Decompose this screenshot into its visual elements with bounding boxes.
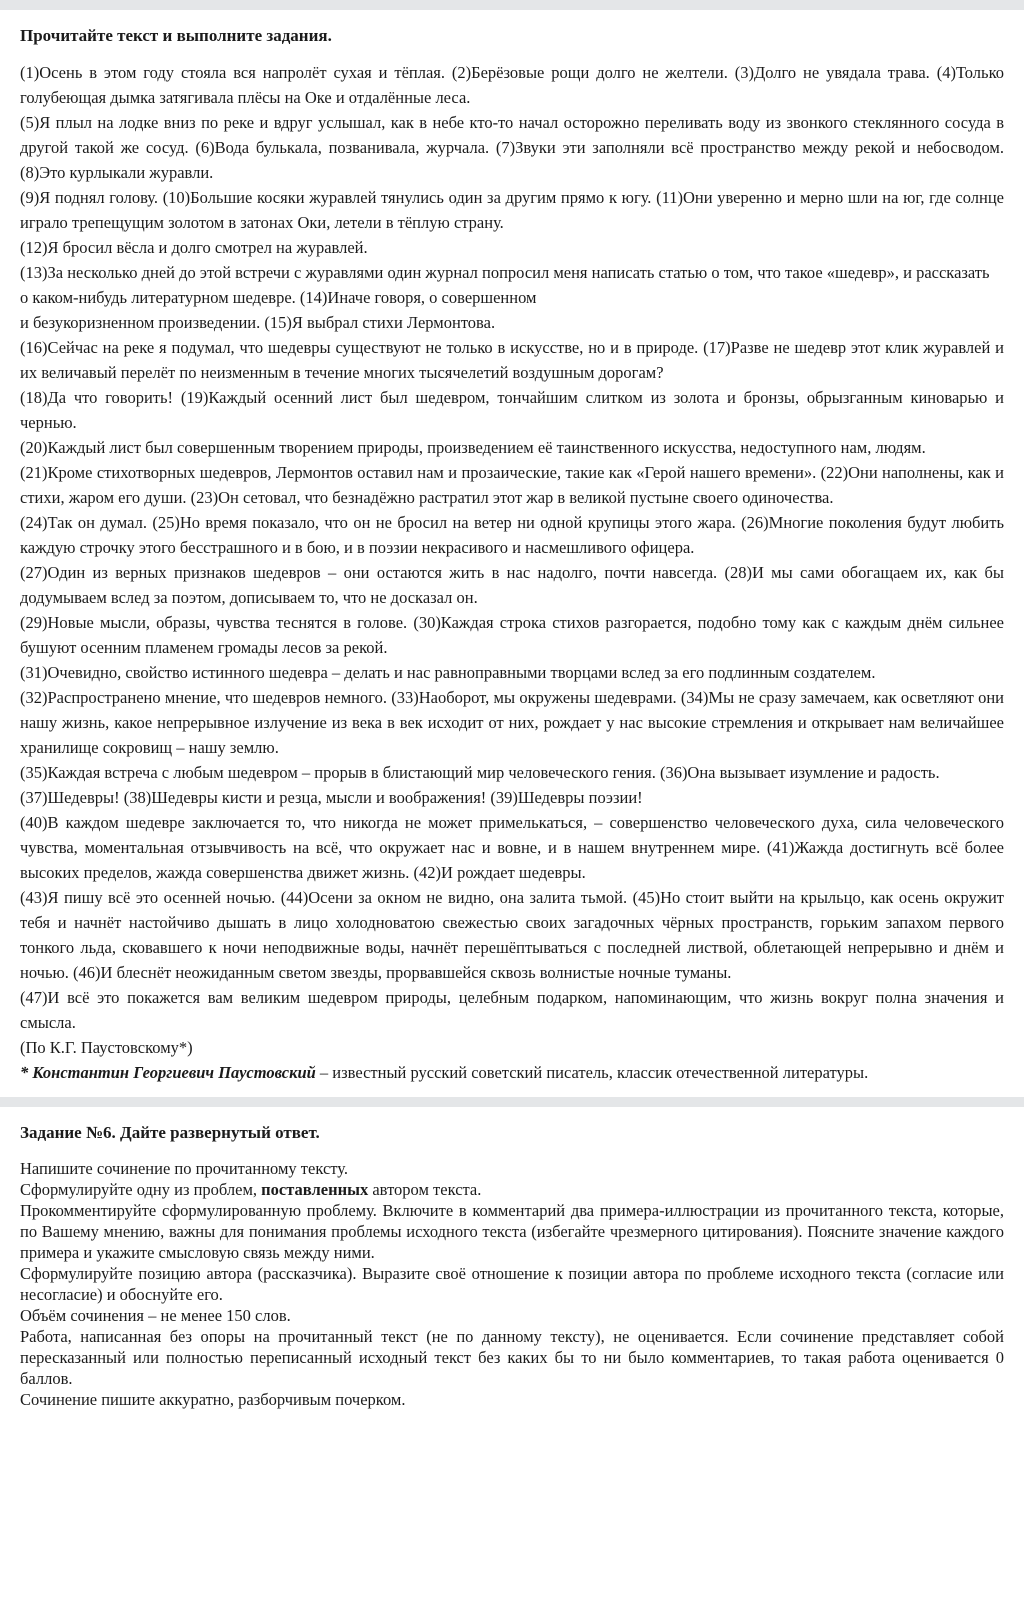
text-paragraph: (9)Я поднял голову. (10)Большие косяки журавлей тянулись один за другим прямо к югу. (11)Они уверенно и мерно шли на юг, где солнце играло трепещущим золотом в затонах Оки, летели в тёплую страну. <box>20 188 1004 233</box>
reading-heading: Прочитайте текст и выполните задания. <box>20 26 332 45</box>
text-paragraph: (16)Сейчас на реке я подумал, что шедевры существуют не только в искусстве, но и в природе. (17)Разве не шедевр этот клик журавлей и их величавый перелёт по неизменным в течение многих тысячелетий воздушным дорогам? <box>20 338 1004 383</box>
text-paragraph: (18)Да что говорить! (19)Каждый осенний лист был шедевром, тончайшим слитком из золота и бронзы, обрызганным киноварью и чернью. <box>20 388 1004 433</box>
text-paragraph: (12)Я бросил вёсла и долго смотрел на журавлей. <box>20 238 368 258</box>
task-section <box>0 1107 1024 1410</box>
text-paragraph: (24)Так он думал. (25)Но время показало, что он не бросил на ветер ни одной крупицы этого жара. (26)Многие поколения будут любить каждую строчку этого бесстрашного и в бою, и в поэзии некрасивого и насмешливого офицера. <box>20 513 1004 558</box>
text-paragraph: (29)Новые мысли, образы, чувства теснятся в голове. (30)Каждая строка стихов разгорается, подобно тому как с каждым днём сильнее бушуют осенним пламенем громады лесов за рекой. <box>20 613 1004 658</box>
text-paragraph: (27)Один из верных признаков шедевров – они остаются жить в нас надолго, почти навсегда. (28)И мы сами обогащаем их, как бы додумываем вслед за поэтом, дописываем то, что не досказал он. <box>20 563 1004 608</box>
task-line-part: автором текста. <box>368 1180 482 1200</box>
text-paragraph: (47)И всё это покажется вам великим шедевром природы, целебным подарком, напоминающим, что жизнь вокруг полна значения и смысла. <box>20 988 1004 1033</box>
top-band <box>0 0 1024 10</box>
text-paragraph: (37)Шедевры! (38)Шедевры кисти и резца, мысли и воображения! (39)Шедевры поэзии! <box>20 788 643 808</box>
task-line-bold: поставленных <box>261 1180 369 1200</box>
task-line <box>20 1179 1004 1200</box>
section-separator <box>0 1097 1024 1107</box>
reading-text-section <box>0 10 1024 1085</box>
task-line: Прокомментируйте сформулированную проблему. Включите в комментарий два примера-иллюстрации из прочитанного текста, которые, по Вашему мнению, важны для понимания проблемы исходного текста (избегайте чрезмерного цитирования). Поясните значение каждого примера и укажите смысловую связь между ними. <box>20 1201 1004 1263</box>
task-line: Работа, написанная без опоры на прочитанный текст (не по данному тексту), не оценивается. Если сочинение представляет собой пересказанный или полностью переписанный исходный текст без каких бы то ни было комментариев, то такая работа оценивается 0 баллов. <box>20 1327 1004 1389</box>
text-paragraph: (5)Я плыл на лодке вниз по реке и вдруг услышал, как в небе кто-то начал осторожно переливать воду из звонкого стеклянного сосуда в другой такой же сосуд. (6)Вода булькала, позванивала, журчала. (7)Звуки эти заполняли всё пространство между рекой и небосводом. (8)Это курлыкали журавли. <box>20 113 1004 183</box>
task-line: Сочинение пишите аккуратно, разборчивым почерком. <box>20 1390 406 1410</box>
source-attribution: (По К.Г. Паустовскому*) <box>20 1038 193 1058</box>
text-paragraph: о каком-нибудь литературном шедевре. (14)Иначе говоря, о совершенном <box>20 288 537 308</box>
task-line: Напишите сочинение по прочитанному тексту. <box>20 1159 348 1179</box>
text-paragraph: (35)Каждая встреча с любым шедевром – прорыв в блистающий мир человеческого гения. (36)Она вызывает изумление и радость. <box>20 763 940 783</box>
footnote-text: – известный русский советский писатель, классик отечественной литературы. <box>315 1063 869 1083</box>
text-paragraph: (1)Осень в этом году стояла вся напролёт сухая и тёплая. (2)Берёзовые рощи долго не желтели. (3)Долго не увядала трава. (4)Только голубеющая дымка затягивала плёсы на Оке и отдалённые леса. <box>20 63 1004 108</box>
text-paragraph: (43)Я пишу всё это осенней ночью. (44)Осени за окном не видно, она залита тьмой. (45)Но стоит выйти на крыльцо, как осень окружит тебя и начнёт настойчиво дышать в лицо холодноватою свежестью своих загадочных чёрных пространств, горьким запахом первого тонкого льда, сковавшего к ночи неподвижные воды, начнёт перешёптываться с последней листвой, облетающей непрерывно и днём и ночью. (46)И блеснёт неожиданным светом звезды, прорвавшейся сквозь волнистые ночные туманы. <box>20 888 1004 983</box>
task-line: Сформулируйте позицию автора (рассказчика). Выразите своё отношение к позиции автора по проблеме исходного текста (согласие или несогласие) и обоснуйте его. <box>20 1264 1004 1305</box>
text-paragraph: (21)Кроме стихотворных шедевров, Лермонтов оставил нам и прозаические, такие как «Герой нашего времени». (22)Они наполнены, как и стихи, жаром его души. (23)Он сетовал, что безнадёжно растратил этот жар в великой пустыне своего одиночества. <box>20 463 1004 508</box>
text-paragraph: (31)Очевидно, свойство истинного шедевра – делать и нас равноправными творцами вслед за его подлинным создателем. <box>20 663 876 683</box>
task-line-part: Сформулируйте одну из проблем, <box>20 1180 262 1200</box>
author-footnote <box>20 1060 1004 1085</box>
text-paragraph: (13)За несколько дней до этой встречи с журавлями один журнал попросил меня написать статью о том, что такое «шедевр», и рассказать <box>20 263 990 283</box>
text-paragraph: (32)Распространено мнение, что шедевров немного. (33)Наоборот, мы окружены шедеврами. (34)Мы не сразу замечаем, как осветляют они нашу жизнь, какое непрерывное излучение из века в век исходит от них, рождает у нас высокие стремления и открывает нам величайшее хранилище сокровищ – нашу землю. <box>20 688 1004 758</box>
text-paragraph: (40)В каждом шедевре заключается то, что никогда не может примелькаться, – совершенство человеческого духа, сила человеческого чувства, моментальная отзывчивость на всё, что окружает нас и вовне, и в нашем внутреннем мире. (41)Жажда достигнуть всё более высоких пределов, жажда совершенства движет жизнь. (42)И рождает шедевры. <box>20 813 1004 883</box>
text-paragraph: и безукоризненном произведении. (15)Я выбрал стихи Лермонтова. <box>20 313 496 333</box>
footnote-author-name: * Константин Георгиевич Паустовский <box>20 1063 316 1083</box>
text-paragraph: (20)Каждый лист был совершенным творением природы, произведением её таинственного искусства, недоступного нам, людям. <box>20 438 926 458</box>
task-heading: Задание №6. Дайте развернутый ответ. <box>20 1123 320 1143</box>
task-line: Объём сочинения – не менее 150 слов. <box>20 1306 291 1326</box>
